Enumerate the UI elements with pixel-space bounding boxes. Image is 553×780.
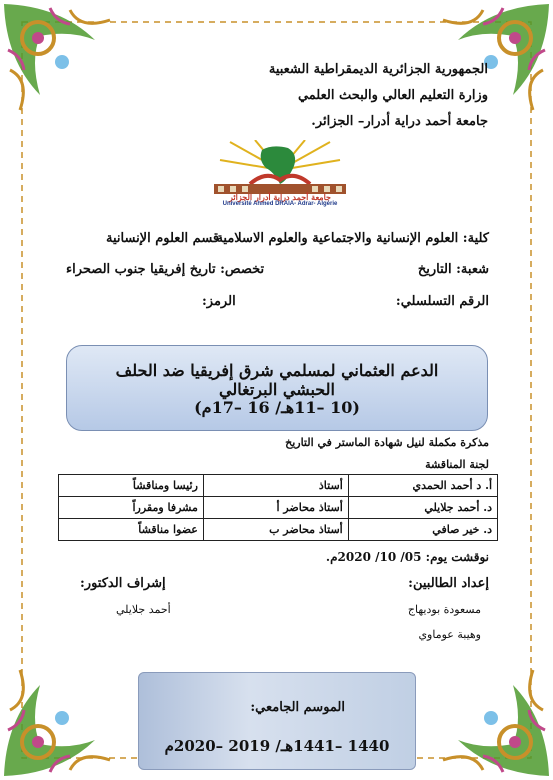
member-role: عضوا مناقشاً: [59, 519, 204, 541]
serial-label: الرقم التسلسلي:: [395, 294, 489, 309]
member-rank: أستاذ: [203, 475, 348, 497]
supervisor-label: إشراف الدكتور:: [80, 576, 166, 591]
student-name-1: مسعودة بوديهاج: [407, 603, 481, 616]
academic-year-scroll: [138, 672, 416, 770]
member-role: مشرفا ومقرراً: [59, 497, 204, 519]
thesis-period: (10 –11هـ/ 16 –17م): [194, 398, 360, 417]
committee-table: [58, 474, 498, 541]
member-rank: أستاذ محاضر ب: [203, 519, 348, 541]
branch-label: شعبة: التاريخ: [417, 262, 489, 277]
department-label: قسم العلوم الإنسانية: [106, 231, 220, 246]
table-row: [59, 497, 498, 519]
academic-year-label: الموسم الجامعي:: [250, 700, 345, 715]
member-name: د. خير صافي: [348, 519, 497, 541]
member-rank: أستاذ محاضر أ: [203, 497, 348, 519]
university-logo: [210, 140, 350, 208]
thesis-title: الدعم العثماني لمسلمي شرق إفريقيا ضد الحلف الحبشي البرتغالي: [115, 361, 439, 399]
thesis-subtitle: مذكرة مكملة لنيل شهادة الماستر في التاريخ: [285, 436, 489, 449]
table-row: [59, 475, 498, 497]
member-name: د. أحمد جلايلي: [348, 497, 497, 519]
member-role: رئيسا ومناقشاً: [59, 475, 204, 497]
logo-latin-text: Université Ahmed DRAIA- Adrar- Algérie: [222, 201, 338, 207]
student-name-2: وهيبة عوماوي: [418, 628, 481, 641]
faculty-label: كلية: العلوم الإنسانية والاجتماعية والعلوم الاسلامية: [216, 231, 489, 246]
header-university: جامعة أحمد دراية أدرار– الجزائر.: [311, 114, 488, 129]
thesis-title-box: [66, 345, 488, 431]
supervisor-name: أحمد جلايلي: [116, 603, 171, 616]
logo-arabic-text: جامعة أحمد دراية أدرار الجزائر: [229, 192, 331, 202]
table-row: [59, 519, 498, 541]
header-ministry: وزارة التعليم العالي والبحث العلمي: [297, 88, 488, 103]
member-name: أ. د أحمد الحمدي: [348, 475, 497, 497]
defense-date: نوقشت يوم: 05/ 10/ 2020م.: [325, 550, 489, 564]
students-label: إعداد الطالبين:: [408, 576, 489, 591]
specialty-label: تخصص: تاريخ إفريقيا جنوب الصحراء: [66, 262, 265, 277]
academic-year-value: 1440 –1441هـ/ 2019 –2020م: [164, 737, 390, 755]
code-label: الرمز:: [202, 294, 236, 309]
committee-heading: لجنة المناقشة: [425, 458, 489, 471]
header-republic: الجمهورية الجزائرية الديمقراطية الشعبية: [268, 62, 488, 77]
